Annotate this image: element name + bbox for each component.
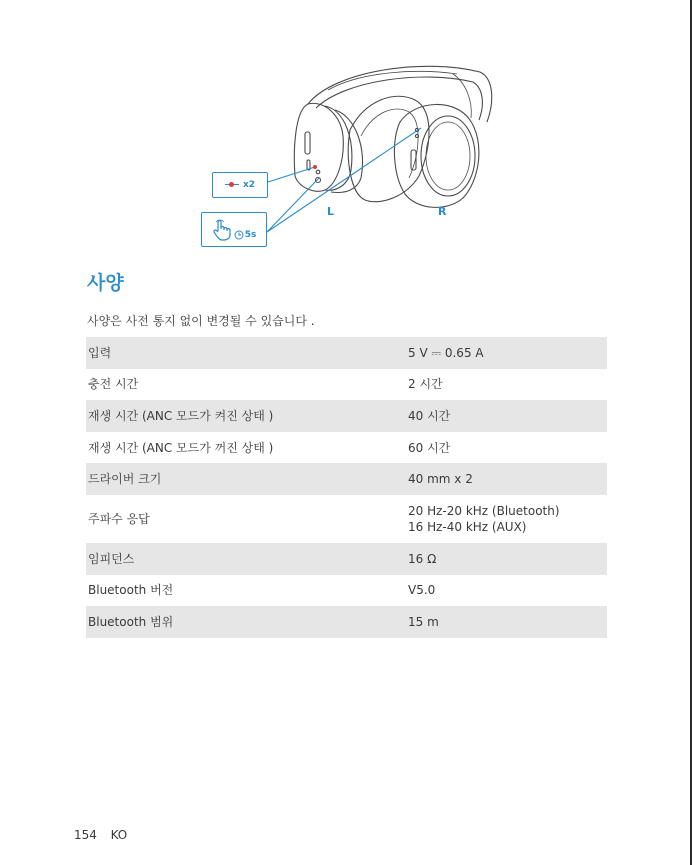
spec-value: 5 V ⎓ 0.65 A bbox=[408, 337, 607, 369]
spec-value: 2 시간 bbox=[408, 377, 443, 392]
spec-value: 40 mm x 2 bbox=[408, 463, 607, 495]
section-title: 사양 bbox=[87, 272, 124, 294]
spec-row bbox=[86, 400, 607, 432]
clock-icon bbox=[234, 230, 244, 240]
spec-table bbox=[86, 337, 607, 638]
right-side-label: R bbox=[438, 205, 447, 218]
spec-label: Bluetooth 범위 bbox=[86, 606, 408, 638]
spec-label: 재생 시간 (ANC 모드가 꺼진 상태 ) bbox=[88, 440, 274, 455]
spec-row bbox=[86, 575, 607, 607]
hold-callout bbox=[201, 212, 267, 247]
page-language: KO bbox=[110, 828, 128, 842]
spec-label: 충전 시간 bbox=[88, 377, 139, 392]
spec-row bbox=[86, 463, 607, 495]
spec-row bbox=[86, 337, 607, 369]
spec-label: Bluetooth 버전 bbox=[88, 583, 174, 598]
spec-label: 임피던스 bbox=[86, 543, 408, 575]
spec-value-line: 20 Hz-20 kHz (Bluetooth) bbox=[408, 503, 560, 518]
double-press-callout bbox=[212, 172, 268, 198]
spec-value bbox=[408, 495, 607, 543]
section-note: 사양은 사전 통지 없이 변경될 수 있습니다 . bbox=[87, 314, 315, 328]
spec-label: 입력 bbox=[86, 337, 408, 369]
spec-label: 재생 시간 (ANC 모드가 켜진 상태 ) bbox=[86, 400, 408, 432]
spec-value: 40 시간 bbox=[408, 400, 607, 432]
spec-label: 드라이버 크기 bbox=[86, 463, 408, 495]
spec-label: 주파수 응답 bbox=[88, 511, 150, 526]
spec-row bbox=[86, 369, 607, 401]
page-number: 154 bbox=[74, 828, 97, 842]
spec-value-line: 16 Hz-40 kHz (AUX) bbox=[408, 519, 527, 534]
spec-value: 16 Ω bbox=[408, 543, 607, 575]
double-press-label: x2 bbox=[242, 180, 256, 190]
page-footer bbox=[74, 828, 127, 842]
spec-row bbox=[86, 543, 607, 575]
spec-row bbox=[86, 432, 607, 464]
spec-value: 60 시간 bbox=[408, 440, 451, 455]
spec-value: V5.0 bbox=[408, 583, 436, 598]
spec-row bbox=[86, 495, 607, 543]
spec-value: 15 m bbox=[408, 606, 607, 638]
left-side-label: L bbox=[327, 205, 335, 218]
led-dot-icon bbox=[225, 180, 239, 190]
hold-duration-label: 5s bbox=[244, 229, 257, 240]
spec-row bbox=[86, 606, 607, 638]
hand-press-icon bbox=[212, 219, 232, 241]
